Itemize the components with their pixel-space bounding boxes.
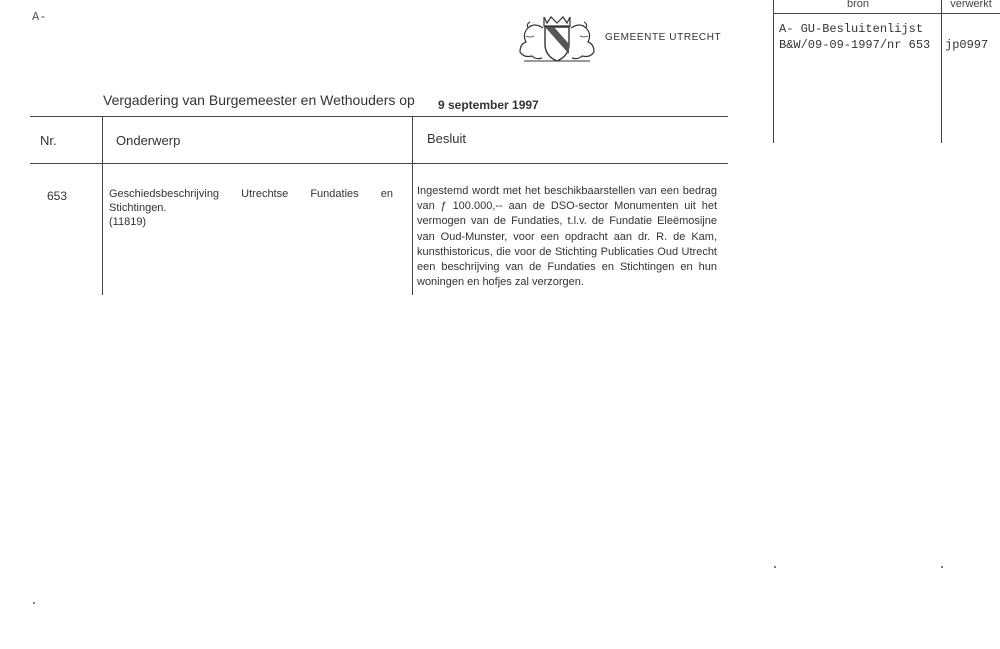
bron-left-border: [773, 0, 774, 143]
meeting-date: 9 september 1997: [438, 98, 539, 112]
row-decision: Ingestemd wordt met het beschikbaarstellen van een bedrag van ƒ 100.000,-- aan de DSO-sector Monumenten uit het vermogen van de Fundaties, t.l.v. de Fundatie Eleëmosijne van Oud-Munster, voor een opdracht aan dr. R. de Kam, kunsthistoricus, die voor de Stichting Publicaties Oud Utrecht een beschrijving van de Fundaties en Stichtingen en hun woningen en hofjes zal verzorgen.: [417, 185, 717, 289]
row-subject-reference: (11819): [109, 216, 147, 228]
bron-header: bron: [846, 0, 870, 10]
corner-mark: A-: [32, 10, 47, 24]
scan-speck: [33, 602, 35, 604]
scan-speck: [941, 566, 943, 568]
bron-header-rule: [773, 13, 1000, 14]
column-divider-decision: [412, 116, 413, 295]
verwerkt-header: verwerkt: [950, 0, 992, 10]
row-subject-title: Geschiedsbeschrijving Utrechtse Fundaties en: [109, 188, 393, 200]
meeting-label: Vergadering van Burgemeester en Wethouders op: [103, 92, 415, 108]
scan-speck: [774, 566, 776, 568]
organization-name: GEMEENTE UTRECHT: [605, 32, 722, 43]
column-header-decision: Besluit: [427, 131, 467, 146]
table-header-rule: [30, 163, 728, 164]
column-divider-subject: [102, 116, 103, 295]
bron-verwerkt-divider: [941, 0, 942, 143]
bron-source-line-1: A- GU-Besluitenlijst: [779, 22, 924, 36]
verwerkt-value: jp0997: [945, 38, 989, 52]
row-number: 653: [47, 189, 68, 203]
bron-source-line-2: B&W/09-09-1997/nr 653: [779, 38, 931, 52]
row-subject: [109, 187, 393, 229]
column-header-number: Nr.: [40, 133, 57, 148]
table-top-rule: [30, 116, 728, 117]
row-subject-title-continued: Stichtingen.: [109, 202, 167, 214]
column-header-subject: Onderwerp: [116, 133, 181, 148]
utrecht-coat-of-arms-icon: [516, 14, 598, 64]
